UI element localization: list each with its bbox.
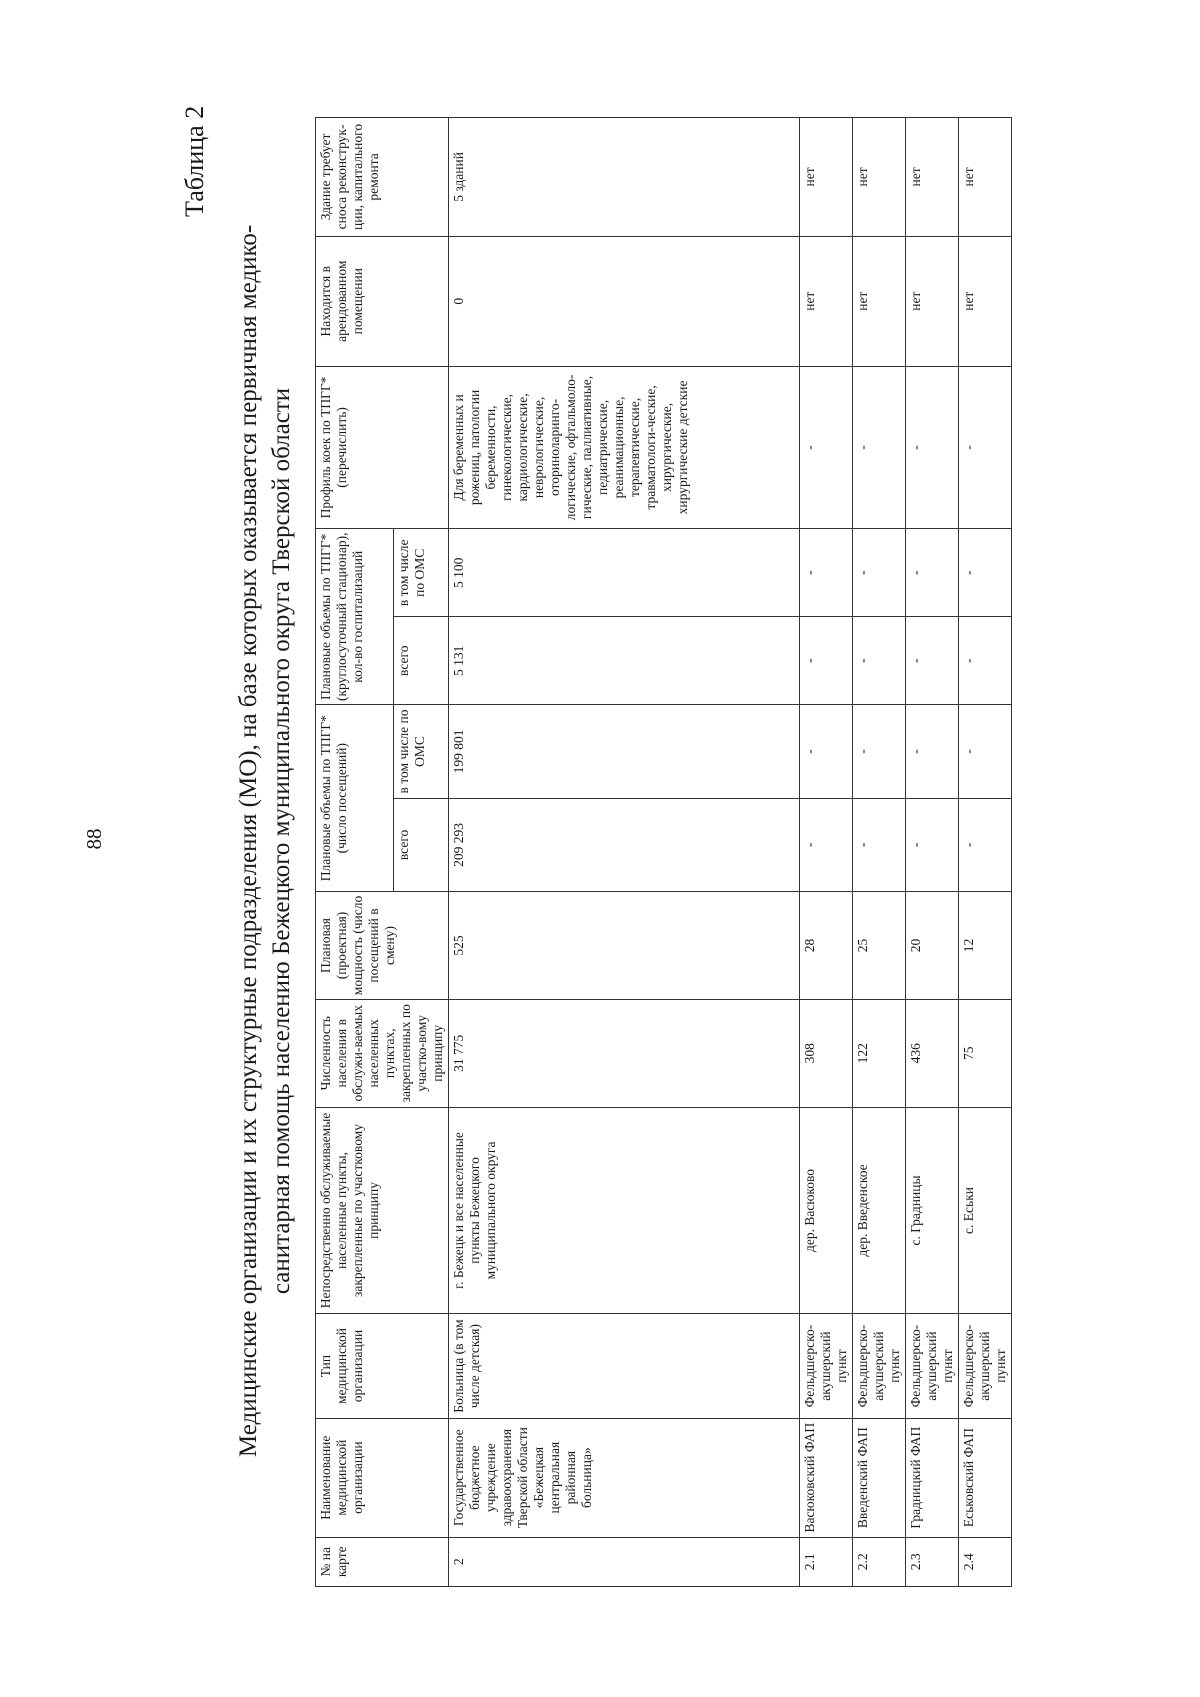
- cell-type: Фельдшерско-акушерский пункт: [853, 1314, 906, 1418]
- cell-num: 2.4: [959, 1537, 1012, 1586]
- cell-name: Градницкий ФАП: [906, 1418, 959, 1537]
- title-line-1: Медицинские организации и их структурные подразделения (МО), на базе которых оказывается первичная медико-: [235, 224, 262, 1458]
- cell-type: Больница (в том числе детская): [449, 1314, 800, 1418]
- header-capacity: Плановая (проектная) мощность (число посещений в смену): [316, 892, 449, 1000]
- cell-hosp-oms: -: [853, 529, 906, 617]
- title-line-2: санитарная помощь населению Бежецкого муниципального округа Тверской области: [268, 387, 295, 1295]
- cell-profile: -: [959, 366, 1012, 529]
- header-repair: Здание требует сноса реконструк-ции, капитального ремонта: [316, 118, 449, 237]
- header-visits: Плановые объемы по ТПГГ* (число посещений): [316, 705, 394, 892]
- cell-repair: нет: [959, 118, 1012, 237]
- header-visits-oms: в том числе по ОМС: [394, 705, 449, 798]
- cell-num: 2.1: [800, 1537, 853, 1586]
- header-num: № на карте: [316, 1537, 449, 1586]
- cell-population: 436: [906, 999, 959, 1107]
- cell-visits-total: -: [853, 798, 906, 891]
- cell-type: Фельдшерско-акушерский пункт: [906, 1314, 959, 1418]
- cell-capacity: 525: [449, 892, 800, 1000]
- cell-population: 122: [853, 999, 906, 1107]
- cell-name: Еськовский ФАП: [959, 1418, 1012, 1537]
- header-visits-total: всего: [394, 798, 449, 891]
- cell-served: г. Бежецк и все населенные пункты Бежецкого муниципального округа: [449, 1107, 800, 1314]
- header-served: Непосредственно обслуживаемые населенные пункты, закрепленные по участковому принципу: [316, 1107, 449, 1314]
- table-row: [906, 118, 959, 1587]
- cell-num: 2: [449, 1537, 800, 1586]
- document-title: [232, 221, 298, 1461]
- cell-name: Васюковский ФАП: [800, 1418, 853, 1537]
- cell-visits-oms: -: [853, 705, 906, 798]
- cell-visits-total: -: [959, 798, 1012, 891]
- header-population: Численность населения в обслужи-ваемых населенных пунктах, закрепленных по участко-вому принципу: [316, 999, 449, 1107]
- table-row: [959, 118, 1012, 1587]
- cell-hosp-oms: -: [800, 529, 853, 617]
- header-type: Тип медицинской организации: [316, 1314, 449, 1418]
- cell-rented: нет: [853, 236, 906, 366]
- cell-visits-total: -: [800, 798, 853, 891]
- cell-hosp-oms: 5 100: [449, 529, 800, 617]
- page-number: 88: [82, 828, 106, 850]
- cell-repair: нет: [800, 118, 853, 237]
- cell-served: с. Еськи: [959, 1107, 1012, 1314]
- cell-population: 75: [959, 999, 1012, 1107]
- cell-hosp-total: 5 131: [449, 617, 800, 705]
- cell-hosp-oms: -: [906, 529, 959, 617]
- header-row: [316, 118, 394, 1587]
- header-rented: Находится в арендованном помещении: [316, 236, 449, 366]
- cell-num: 2.2: [853, 1537, 906, 1586]
- cell-hosp-total: -: [906, 617, 959, 705]
- cell-repair: нет: [853, 118, 906, 237]
- cell-profile: Для беременных и рожениц, патологии беременности, гинекологические, кардиологические, неврологические, оториноларинго-логические, офтальмоло-гические, паллиативные, педиатрические, реанимационные, терапевтические, травматологи-ческие, хирургические, хирургические детские: [449, 366, 800, 529]
- table-row: [853, 118, 906, 1587]
- cell-capacity: 25: [853, 892, 906, 1000]
- header-hosp-total: всего: [394, 617, 449, 705]
- cell-num: 2.3: [906, 1537, 959, 1586]
- cell-visits-total: -: [906, 798, 959, 891]
- table-row: [800, 118, 853, 1587]
- cell-served: дер. Васюково: [800, 1107, 853, 1314]
- cell-hosp-oms: -: [959, 529, 1012, 617]
- header-name: Наименование медицинской организации: [316, 1418, 449, 1537]
- cell-rented: нет: [959, 236, 1012, 366]
- cell-capacity: 12: [959, 892, 1012, 1000]
- cell-visits-oms: 199 801: [449, 705, 800, 798]
- header-profile: Профиль коек по ТПГГ* (перечислить): [316, 366, 449, 529]
- cell-population: 31 775: [449, 999, 800, 1107]
- cell-profile: -: [800, 366, 853, 529]
- header-hosp: Плановые объемы по ТПГГ* (круглосуточный стационар), кол-во госпитализаций: [316, 529, 394, 705]
- medical-organizations-table: [315, 117, 1012, 1587]
- cell-rented: 0: [449, 236, 800, 366]
- cell-rented: нет: [906, 236, 959, 366]
- cell-hosp-total: -: [800, 617, 853, 705]
- cell-repair: 5 зданий: [449, 118, 800, 237]
- table-row: [449, 118, 800, 1587]
- cell-profile: -: [853, 366, 906, 529]
- cell-type: Фельдшерско-акушерский пункт: [800, 1314, 853, 1418]
- cell-visits-total: 209 293: [449, 798, 800, 891]
- cell-capacity: 20: [906, 892, 959, 1000]
- cell-served: с. Градницы: [906, 1107, 959, 1314]
- cell-rented: нет: [800, 236, 853, 366]
- cell-served: дер. Введенское: [853, 1107, 906, 1314]
- cell-visits-oms: -: [800, 705, 853, 798]
- cell-hosp-total: -: [959, 617, 1012, 705]
- table-label: Таблица 2: [180, 105, 209, 217]
- cell-capacity: 28: [800, 892, 853, 1000]
- cell-name: Государственное бюджетное учреждение здравоохранения Тверской области «Бежецкая центральная районная больница»: [449, 1418, 800, 1537]
- cell-name: Введенский ФАП: [853, 1418, 906, 1537]
- cell-hosp-total: -: [853, 617, 906, 705]
- cell-visits-oms: -: [959, 705, 1012, 798]
- cell-population: 308: [800, 999, 853, 1107]
- cell-profile: -: [906, 366, 959, 529]
- header-hosp-oms: в том числе по ОМС: [394, 529, 449, 617]
- cell-visits-oms: -: [906, 705, 959, 798]
- cell-repair: нет: [906, 118, 959, 237]
- cell-type: Фельдшерско-акушерский пункт: [959, 1314, 1012, 1418]
